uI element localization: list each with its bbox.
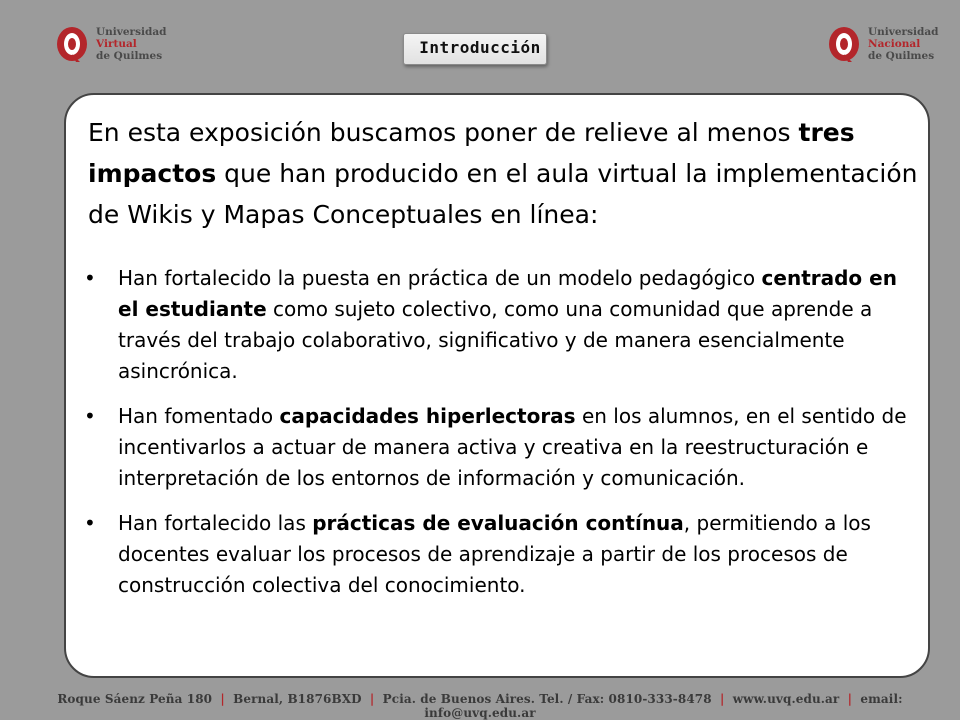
intro-paragraph — [88, 112, 918, 235]
logo-unq-text — [868, 26, 938, 62]
bullet-text-after: como sujeto colectivo, como una comunidad que aprende a través del trabajo colaborativo, significativo y de manera esencialmente asincrónica. — [118, 297, 873, 383]
bullet-text-after: en los alumnos, en el sentido de incentivarlos a actuar de manera activa y creativa en la reestructuración e interpretación de los entornos de información y comunicación. — [118, 404, 907, 490]
intro-highlight: tres impactos — [88, 118, 855, 188]
logo-unq — [826, 24, 938, 64]
logo-unq-line3: de Quilmes — [868, 50, 935, 62]
university-emblem-icon — [826, 24, 862, 64]
impact-list — [84, 263, 920, 615]
footer-email: email: info@uvq.edu.ar — [424, 692, 903, 720]
intro-text-1: En esta exposición buscamos poner de relieve al menos — [88, 118, 799, 147]
footer-contact — [0, 692, 960, 720]
logo-unq-line1: Universidad — [868, 26, 939, 38]
page-title: Introducción — [419, 38, 541, 57]
footer-separator: | — [369, 692, 375, 706]
bullet-highlight: prácticas de evaluación contínua — [312, 511, 684, 535]
bullet-text-before: Han fomentado — [118, 404, 280, 428]
footer-separator: | — [220, 692, 225, 706]
bullet-icon: • — [84, 511, 96, 535]
list-item — [84, 263, 920, 387]
intro-text-2: que han producido en el aula virtual la implementación de Wikis y Mapas Conceptuales en línea: — [88, 159, 918, 229]
bullet-text-before: Han fortalecido las — [118, 511, 313, 535]
list-item — [84, 401, 920, 494]
footer-address: Roque Sáenz Peña 180 — [57, 692, 213, 706]
bullet-icon: • — [84, 404, 96, 428]
footer-city: Bernal, B1876BXD — [233, 692, 362, 706]
logo-uvq-line3: de Quilmes — [96, 50, 163, 62]
footer-web: www.uvq.edu.ar — [732, 692, 840, 706]
logo-uvq-line2: Virtual — [96, 38, 137, 50]
footer-separator: | — [719, 692, 725, 706]
bullet-text-before: Han fortalecido la puesta en práctica de un modelo pedagógico — [118, 266, 762, 290]
bullet-highlight: capacidades hiperlectoras — [279, 404, 576, 428]
bullet-icon: • — [84, 266, 96, 290]
logo-unq-line2: Nacional — [868, 38, 921, 50]
footer-province: Pcia. de Buenos Aires. Tel. / Fax: 0810-333-8478 — [382, 692, 712, 706]
list-item — [84, 508, 920, 601]
bullet-text-after: , permitiendo a los docentes evaluar los procesos de aprendizaje a partir de los procesos de construcción colectiva del conocimiento. — [118, 511, 871, 597]
logo-uvq-line1: Universidad — [96, 26, 167, 38]
footer-separator: | — [847, 692, 853, 706]
bullet-highlight: centrado en el estudiante — [118, 266, 897, 321]
